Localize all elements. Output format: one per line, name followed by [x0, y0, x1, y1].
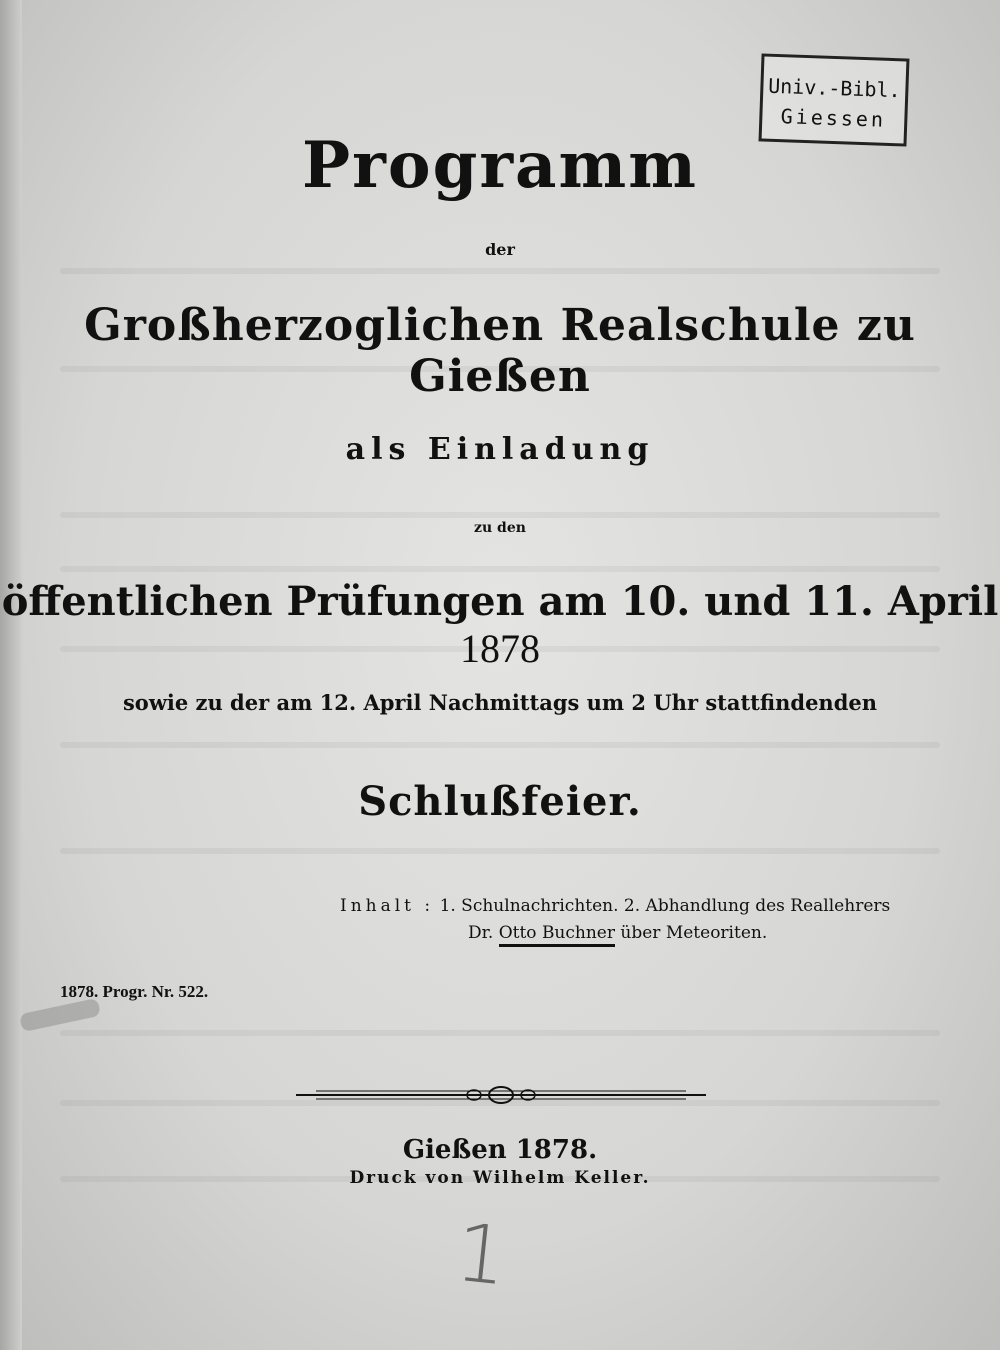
bleed-through-line — [60, 512, 940, 518]
printer-line: Druck von Wilhelm Keller. — [349, 1168, 651, 1188]
contents-line-2: über Meteoriten. — [620, 923, 768, 943]
contents-label: Inhalt : — [340, 896, 435, 916]
bleed-through-line — [60, 742, 940, 748]
contents-line-1: 1. Schulnachrichten. 2. Abhandlung des Reallehrers — [439, 896, 891, 916]
table-of-contents — [340, 893, 930, 947]
pencil-mark: 1 — [451, 1205, 512, 1304]
ceremony-details: sowie zu der am 12. April Nachmittags um 2 Uhr stattfindenden — [122, 690, 878, 715]
ornament-divider — [296, 1082, 706, 1108]
place-year: Gießen 1878. — [402, 1135, 598, 1165]
bleed-through-line — [60, 566, 940, 572]
contents-dr: Dr. — [468, 923, 494, 943]
author-name: Otto Buchner — [499, 923, 615, 947]
zu-den-line: zu den — [474, 520, 526, 536]
contents-row-2 — [340, 920, 930, 947]
stamp-line-1: Univ.-Bibl. — [767, 73, 902, 103]
ceremony-title: Schlußfeier. — [358, 778, 642, 825]
bleed-through-line — [60, 268, 940, 274]
page-title: Programm — [302, 128, 698, 203]
program-number: 1878. Progr. Nr. 522. — [60, 982, 209, 1001]
contents-row-1 — [340, 893, 930, 920]
bleed-through-line — [60, 1030, 940, 1036]
bleed-through-line — [60, 848, 940, 854]
der-line: der — [485, 240, 515, 259]
stamp-line-2: Giessen — [780, 104, 887, 132]
exams-year: 1878 — [460, 626, 540, 671]
exams-line — [0, 578, 1000, 672]
school-name: Großherzoglichen Realschule zu Gießen — [84, 300, 916, 402]
pencil-smudge — [19, 998, 101, 1032]
invitation-line: als Einladung — [345, 432, 655, 467]
exams-text: öffentlichen Prüfungen am 10. und 11. April — [1, 578, 999, 625]
